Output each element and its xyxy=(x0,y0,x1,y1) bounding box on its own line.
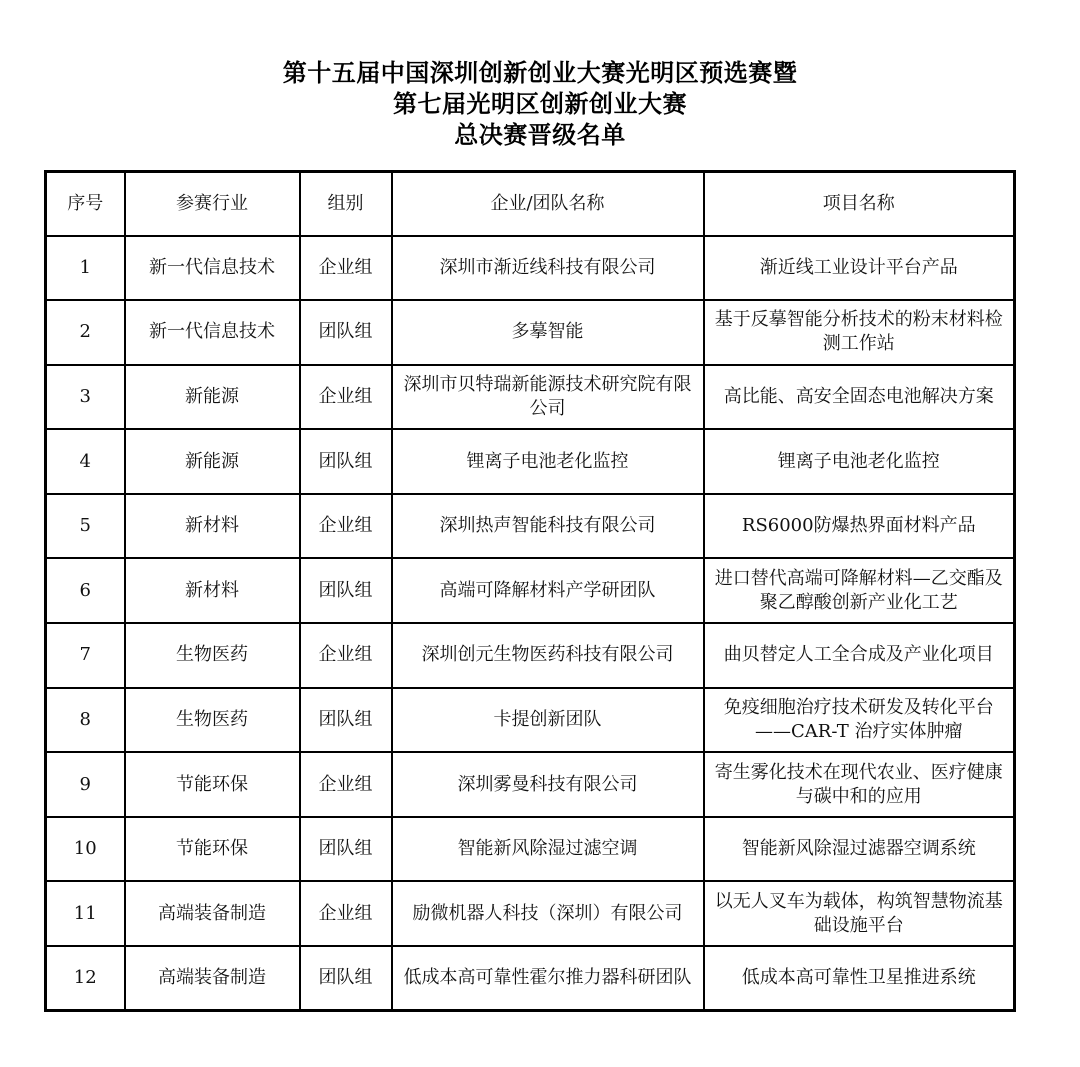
cell-project: 锂离子电池老化监控 xyxy=(704,429,1015,494)
table-row xyxy=(46,494,1015,559)
cell-group: 企业组 xyxy=(300,494,392,559)
cell-no: 7 xyxy=(46,623,125,688)
title-line-3: 总决赛晋级名单 xyxy=(454,121,626,149)
table-row xyxy=(46,236,1015,301)
cell-industry: 生物医药 xyxy=(125,623,300,688)
cell-no: 8 xyxy=(46,688,125,753)
cell-no: 5 xyxy=(46,494,125,559)
header-project: 项目名称 xyxy=(704,172,1015,236)
cell-group: 企业组 xyxy=(300,236,392,301)
cell-industry: 新材料 xyxy=(125,494,300,559)
table-row xyxy=(46,558,1015,623)
cell-project: 寄生雾化技术在现代农业、医疗健康与碳中和的应用 xyxy=(704,752,1015,817)
table-header-row xyxy=(46,172,1015,236)
cell-entity: 励微机器人科技（深圳）有限公司 xyxy=(392,881,704,946)
cell-no: 3 xyxy=(46,365,125,430)
cell-entity: 深圳市贝特瑞新能源技术研究院有限公司 xyxy=(392,365,704,430)
cell-project: 智能新风除湿过滤器空调系统 xyxy=(704,817,1015,882)
table-row xyxy=(46,752,1015,817)
cell-entity: 高端可降解材料产学研团队 xyxy=(392,558,704,623)
cell-no: 2 xyxy=(46,300,125,365)
cell-group: 团队组 xyxy=(300,558,392,623)
table-row xyxy=(46,365,1015,430)
cell-group: 团队组 xyxy=(300,300,392,365)
header-group: 组别 xyxy=(300,172,392,236)
cell-group: 企业组 xyxy=(300,752,392,817)
header-industry: 参赛行业 xyxy=(125,172,300,236)
cell-industry: 新一代信息技术 xyxy=(125,300,300,365)
table-row xyxy=(46,946,1015,1011)
finalist-table xyxy=(44,170,1016,1012)
cell-entity: 低成本高可靠性霍尔推力器科研团队 xyxy=(392,946,704,1011)
cell-industry: 节能环保 xyxy=(125,752,300,817)
cell-entity: 深圳市渐近线科技有限公司 xyxy=(392,236,704,301)
cell-group: 团队组 xyxy=(300,817,392,882)
cell-entity: 智能新风除湿过滤空调 xyxy=(392,817,704,882)
cell-industry: 新材料 xyxy=(125,558,300,623)
title-line-1: 第十五届中国深圳创新创业大赛光明区预选赛暨 xyxy=(282,59,798,87)
table-row xyxy=(46,817,1015,882)
title-line-2: 第七届光明区创新创业大赛 xyxy=(393,90,687,118)
cell-group: 团队组 xyxy=(300,429,392,494)
cell-project: RS6000防爆热界面材料产品 xyxy=(704,494,1015,559)
cell-project: 高比能、高安全固态电池解决方案 xyxy=(704,365,1015,430)
cell-no: 6 xyxy=(46,558,125,623)
cell-entity: 深圳雾曼科技有限公司 xyxy=(392,752,704,817)
cell-group: 企业组 xyxy=(300,623,392,688)
cell-project: 曲贝替定人工全合成及产业化项目 xyxy=(704,623,1015,688)
cell-no: 10 xyxy=(46,817,125,882)
cell-entity: 卡提创新团队 xyxy=(392,688,704,753)
cell-project: 免疫细胞治疗技术研发及转化平台——CAR-T 治疗实体肿瘤 xyxy=(704,688,1015,753)
cell-industry: 节能环保 xyxy=(125,817,300,882)
header-no: 序号 xyxy=(46,172,125,236)
cell-no: 11 xyxy=(46,881,125,946)
cell-no: 4 xyxy=(46,429,125,494)
cell-industry: 高端装备制造 xyxy=(125,881,300,946)
cell-industry: 新能源 xyxy=(125,429,300,494)
table-row xyxy=(46,881,1015,946)
table-row xyxy=(46,688,1015,753)
table-row xyxy=(46,429,1015,494)
cell-project: 基于反摹智能分析技术的粉末材料检测工作站 xyxy=(704,300,1015,365)
cell-no: 9 xyxy=(46,752,125,817)
cell-group: 团队组 xyxy=(300,688,392,753)
cell-entity: 多摹智能 xyxy=(392,300,704,365)
cell-no: 12 xyxy=(46,946,125,1011)
document-title xyxy=(0,58,1080,151)
cell-group: 团队组 xyxy=(300,946,392,1011)
cell-entity: 锂离子电池老化监控 xyxy=(392,429,704,494)
cell-entity: 深圳热声智能科技有限公司 xyxy=(392,494,704,559)
table-row xyxy=(46,300,1015,365)
cell-group: 企业组 xyxy=(300,365,392,430)
cell-group: 企业组 xyxy=(300,881,392,946)
table-row xyxy=(46,623,1015,688)
cell-entity: 深圳创元生物医药科技有限公司 xyxy=(392,623,704,688)
cell-industry: 生物医药 xyxy=(125,688,300,753)
cell-project: 低成本高可靠性卫星推进系统 xyxy=(704,946,1015,1011)
header-entity: 企业/团队名称 xyxy=(392,172,704,236)
cell-industry: 高端装备制造 xyxy=(125,946,300,1011)
cell-industry: 新能源 xyxy=(125,365,300,430)
cell-project: 以无人叉车为载体，构筑智慧物流基础设施平台 xyxy=(704,881,1015,946)
cell-no: 1 xyxy=(46,236,125,301)
cell-project: 进口替代高端可降解材料—乙交酯及聚乙醇酸创新产业化工艺 xyxy=(704,558,1015,623)
cell-project: 渐近线工业设计平台产品 xyxy=(704,236,1015,301)
cell-industry: 新一代信息技术 xyxy=(125,236,300,301)
